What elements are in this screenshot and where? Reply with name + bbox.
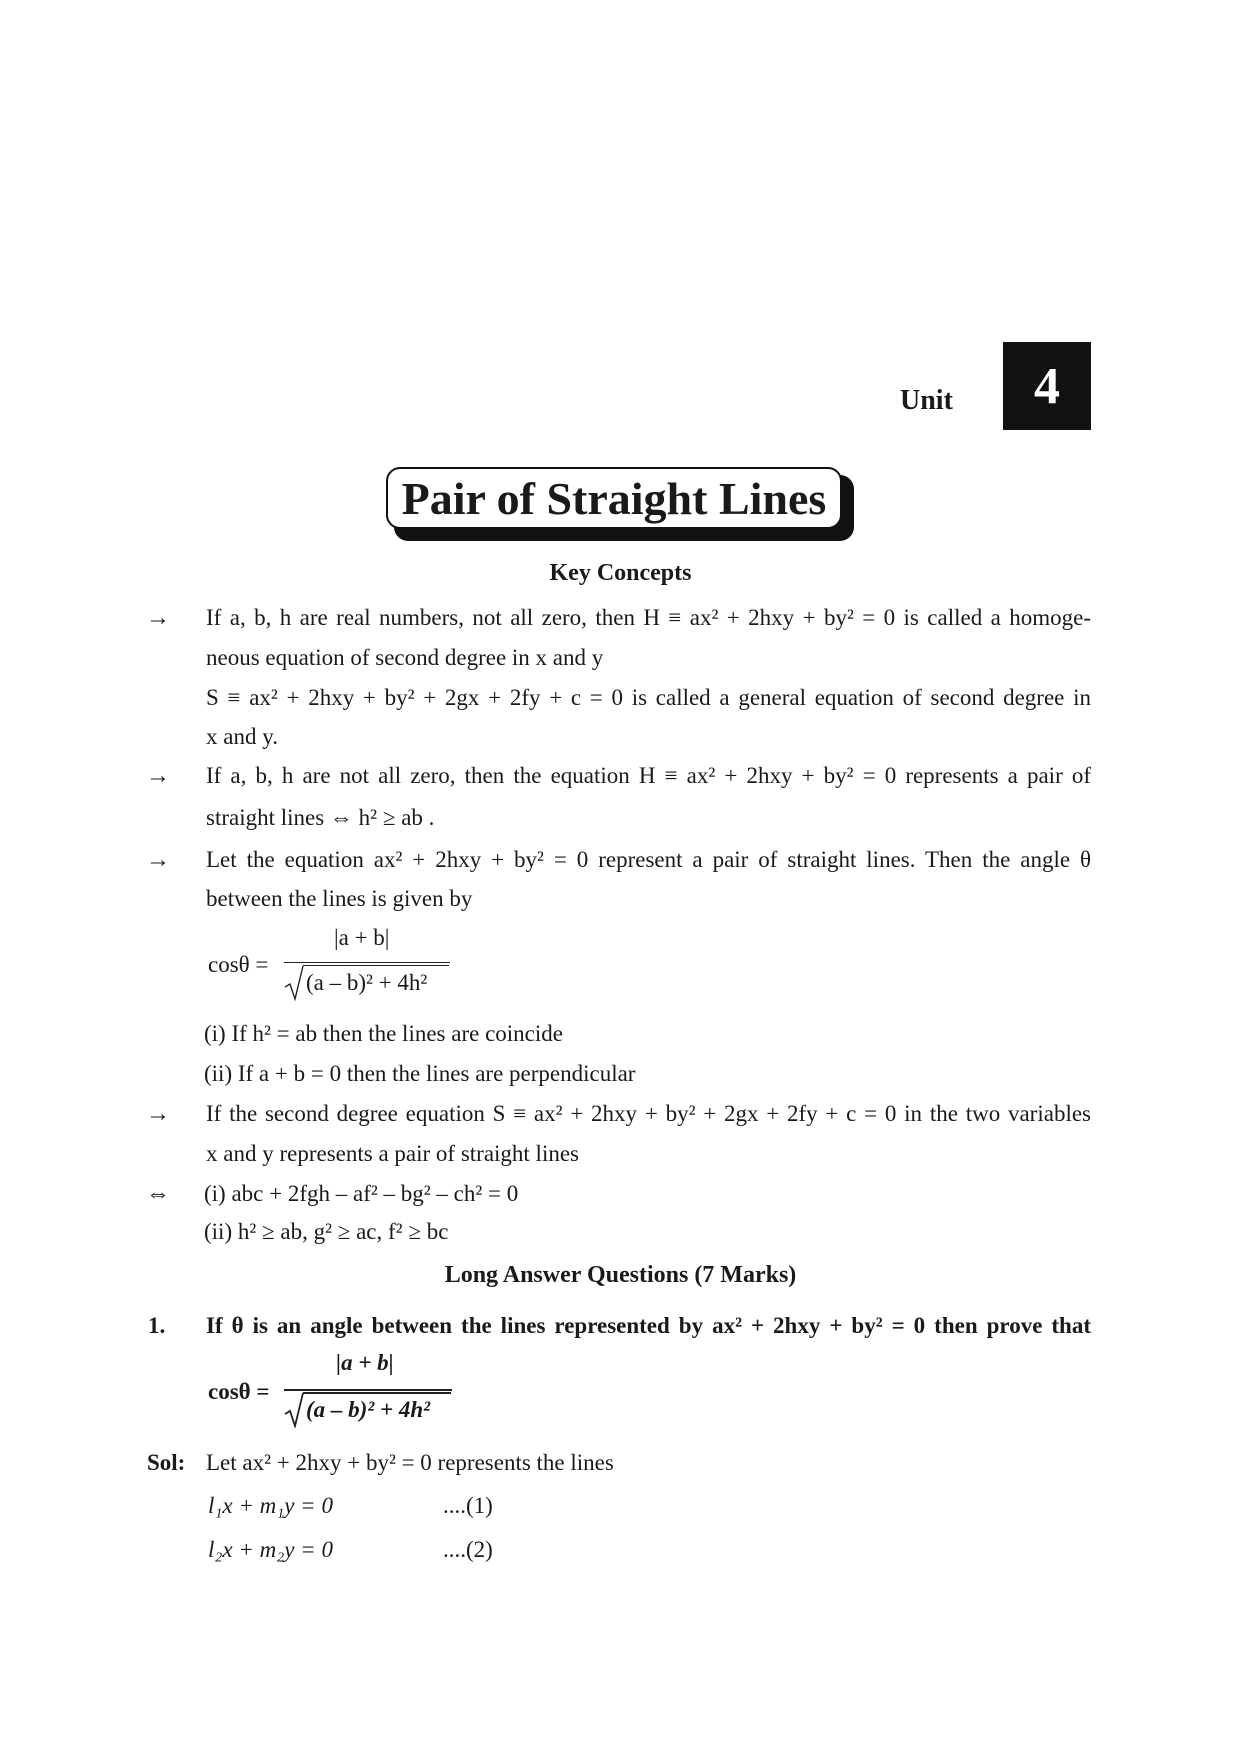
unit-label: Unit <box>900 385 953 416</box>
bullet-2-line-1: If a, b, h are not all zero, then the equation H ≡ ax² + 2hxy + by² = 0 represents a pair of <box>206 763 1091 788</box>
arrow-bullet-icon: → <box>146 763 170 789</box>
cos-theta-formula <box>208 925 468 1005</box>
bullet-1-line-4: x and y. <box>206 724 278 749</box>
unit-number-badge: 4 <box>1003 342 1091 430</box>
formula-lhs: cosθ = <box>208 1379 270 1404</box>
formula-numerator: |a + b| <box>336 1350 394 1375</box>
condition-abc: (i) abc + 2fgh – af² – bg² – ch² = 0 <box>204 1181 519 1206</box>
formula-lhs: cosθ = <box>208 952 269 977</box>
equation-2-tag: ....(2) <box>443 1537 493 1562</box>
question-text: If θ is an angle between the lines represented by ax² + 2hxy + by² = 0 then prove that <box>206 1313 1091 1338</box>
bullet-2-line-2: straight lines ⇔ h² ≥ ab . <box>206 805 435 830</box>
key-concepts-heading: Key Concepts <box>549 560 692 586</box>
bullet-1-line-3: S ≡ ax² + 2hxy + by² + 2gx + 2fy + c = 0 is called a general equation of second degree in <box>206 685 1091 710</box>
formula-numerator: |a + b| <box>334 925 390 950</box>
condition-discriminants: (ii) h² ≥ ab, g² ≥ ac, f² ≥ bc <box>204 1219 449 1244</box>
solution-label: Sol: <box>147 1450 186 1475</box>
chapter-title-frame <box>386 467 846 537</box>
radical-sign-icon <box>284 1392 304 1428</box>
bullet-1-line-1: If a, b, h are real numbers, not all zero, then H ≡ ax² + 2hxy + by² = 0 is called a homoge- <box>206 605 1091 630</box>
line-equation-2: l₂x + m₂y = 0 <box>208 1537 333 1562</box>
question-formula <box>208 1350 468 1432</box>
bullet-3-line-1: Let the equation ax² + 2hxy + by² = 0 represent a pair of straight lines. Then the angle θ <box>206 847 1091 872</box>
condition-ii: (ii) If a + b = 0 then the lines are perpendicular <box>204 1061 636 1086</box>
bullet-4-line-1: If the second degree equation S ≡ ax² + 2hxy + by² + 2gx + 2fy + c = 0 in the two variables <box>206 1101 1091 1126</box>
arrow-bullet-icon: → <box>146 605 170 631</box>
arrow-bullet-icon: → <box>146 847 170 873</box>
iff-icon: ⇔ <box>146 1181 170 1207</box>
condition-i: (i) If h² = ab then the lines are coincide <box>204 1021 563 1046</box>
fraction-bar <box>284 1389 452 1391</box>
radical-sign-icon <box>284 965 304 1001</box>
bullet-1-line-2: neous equation of second degree in x and y <box>206 645 604 670</box>
question-number: 1. <box>148 1313 166 1338</box>
line-equation-1: l₁x + m₁y = 0 <box>208 1493 333 1518</box>
long-answer-heading: Long Answer Questions (7 Marks) <box>444 1262 797 1288</box>
bullet-4-line-2: x and y represents a pair of straight lines <box>206 1141 579 1166</box>
radical-bar <box>303 1392 451 1394</box>
arrow-bullet-icon: → <box>146 1101 170 1127</box>
chapter-title: Pair of Straight Lines <box>386 467 842 529</box>
radical-bar <box>303 965 449 966</box>
formula-denominator: (a – b)² + 4h² <box>306 1397 431 1422</box>
formula-denominator: (a – b)² + 4h² <box>306 970 428 995</box>
equation-1-tag: ....(1) <box>443 1493 493 1518</box>
bullet-3-line-2: between the lines is given by <box>206 886 473 911</box>
solution-intro: Let ax² + 2hxy + by² = 0 represents the lines <box>206 1450 614 1475</box>
fraction-bar <box>284 962 450 963</box>
